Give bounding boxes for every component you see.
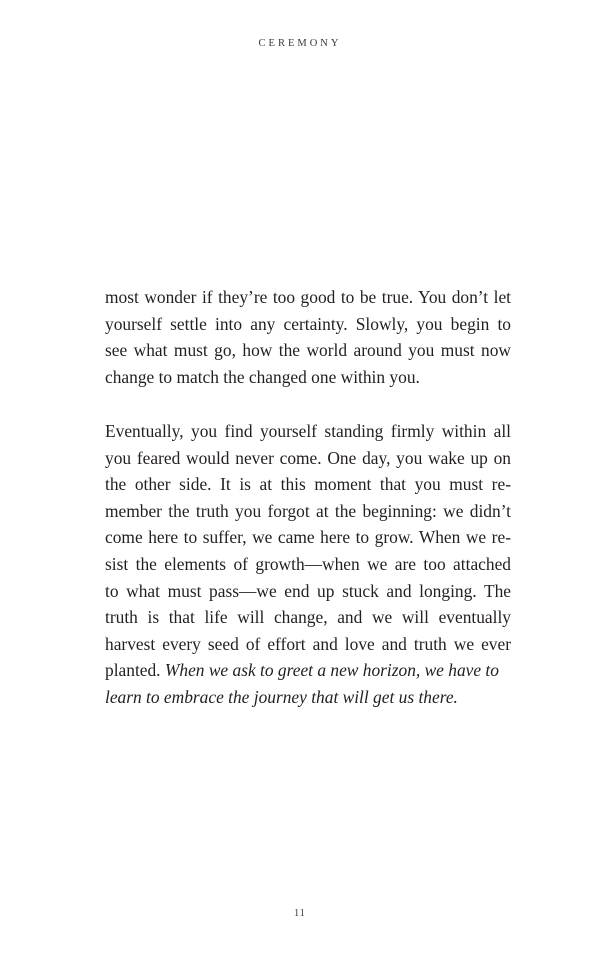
text-line: to what must pass—we end up stuck and longing. The [105,580,511,601]
text-line-italic: learn to embrace the journey that will get us there. [105,686,458,707]
page-number: 11 [294,908,306,919]
text-line: the other side. It is at this moment that you must re- [105,474,511,495]
text-line: member the truth you forgot at the beginning: we didn’t [105,500,511,521]
text-line: truth is that life will change, and we will eventually [105,607,511,628]
text-line: see what must go, how the world around you must now [105,340,511,361]
text-line-mixed [105,657,511,684]
text-line: most wonder if they’re too good to be true. You don’t let [105,287,511,307]
text-line: come here to suffer, we came here to grow. When we re- [105,527,511,548]
paragraph-2 [105,418,511,711]
text-line: yourself settle into any certainty. Slowly, you begin to [105,313,511,334]
running-head: CEREMONY [258,38,342,49]
text-line: you feared would never come. One day, you wake up on [105,447,511,468]
text-line: change to match the changed one within you. [105,366,420,387]
text-line: harvest every seed of effort and love and truth we ever [105,633,511,654]
italic-text: When we ask to greet a new horizon, we have to [164,660,499,681]
text-line: Eventually, you find yourself standing firmly within all [105,421,511,441]
text-line: sist the elements of growth—when we are too attached [105,553,511,574]
roman-text: planted. [105,660,165,681]
paragraph-1 [105,284,511,390]
